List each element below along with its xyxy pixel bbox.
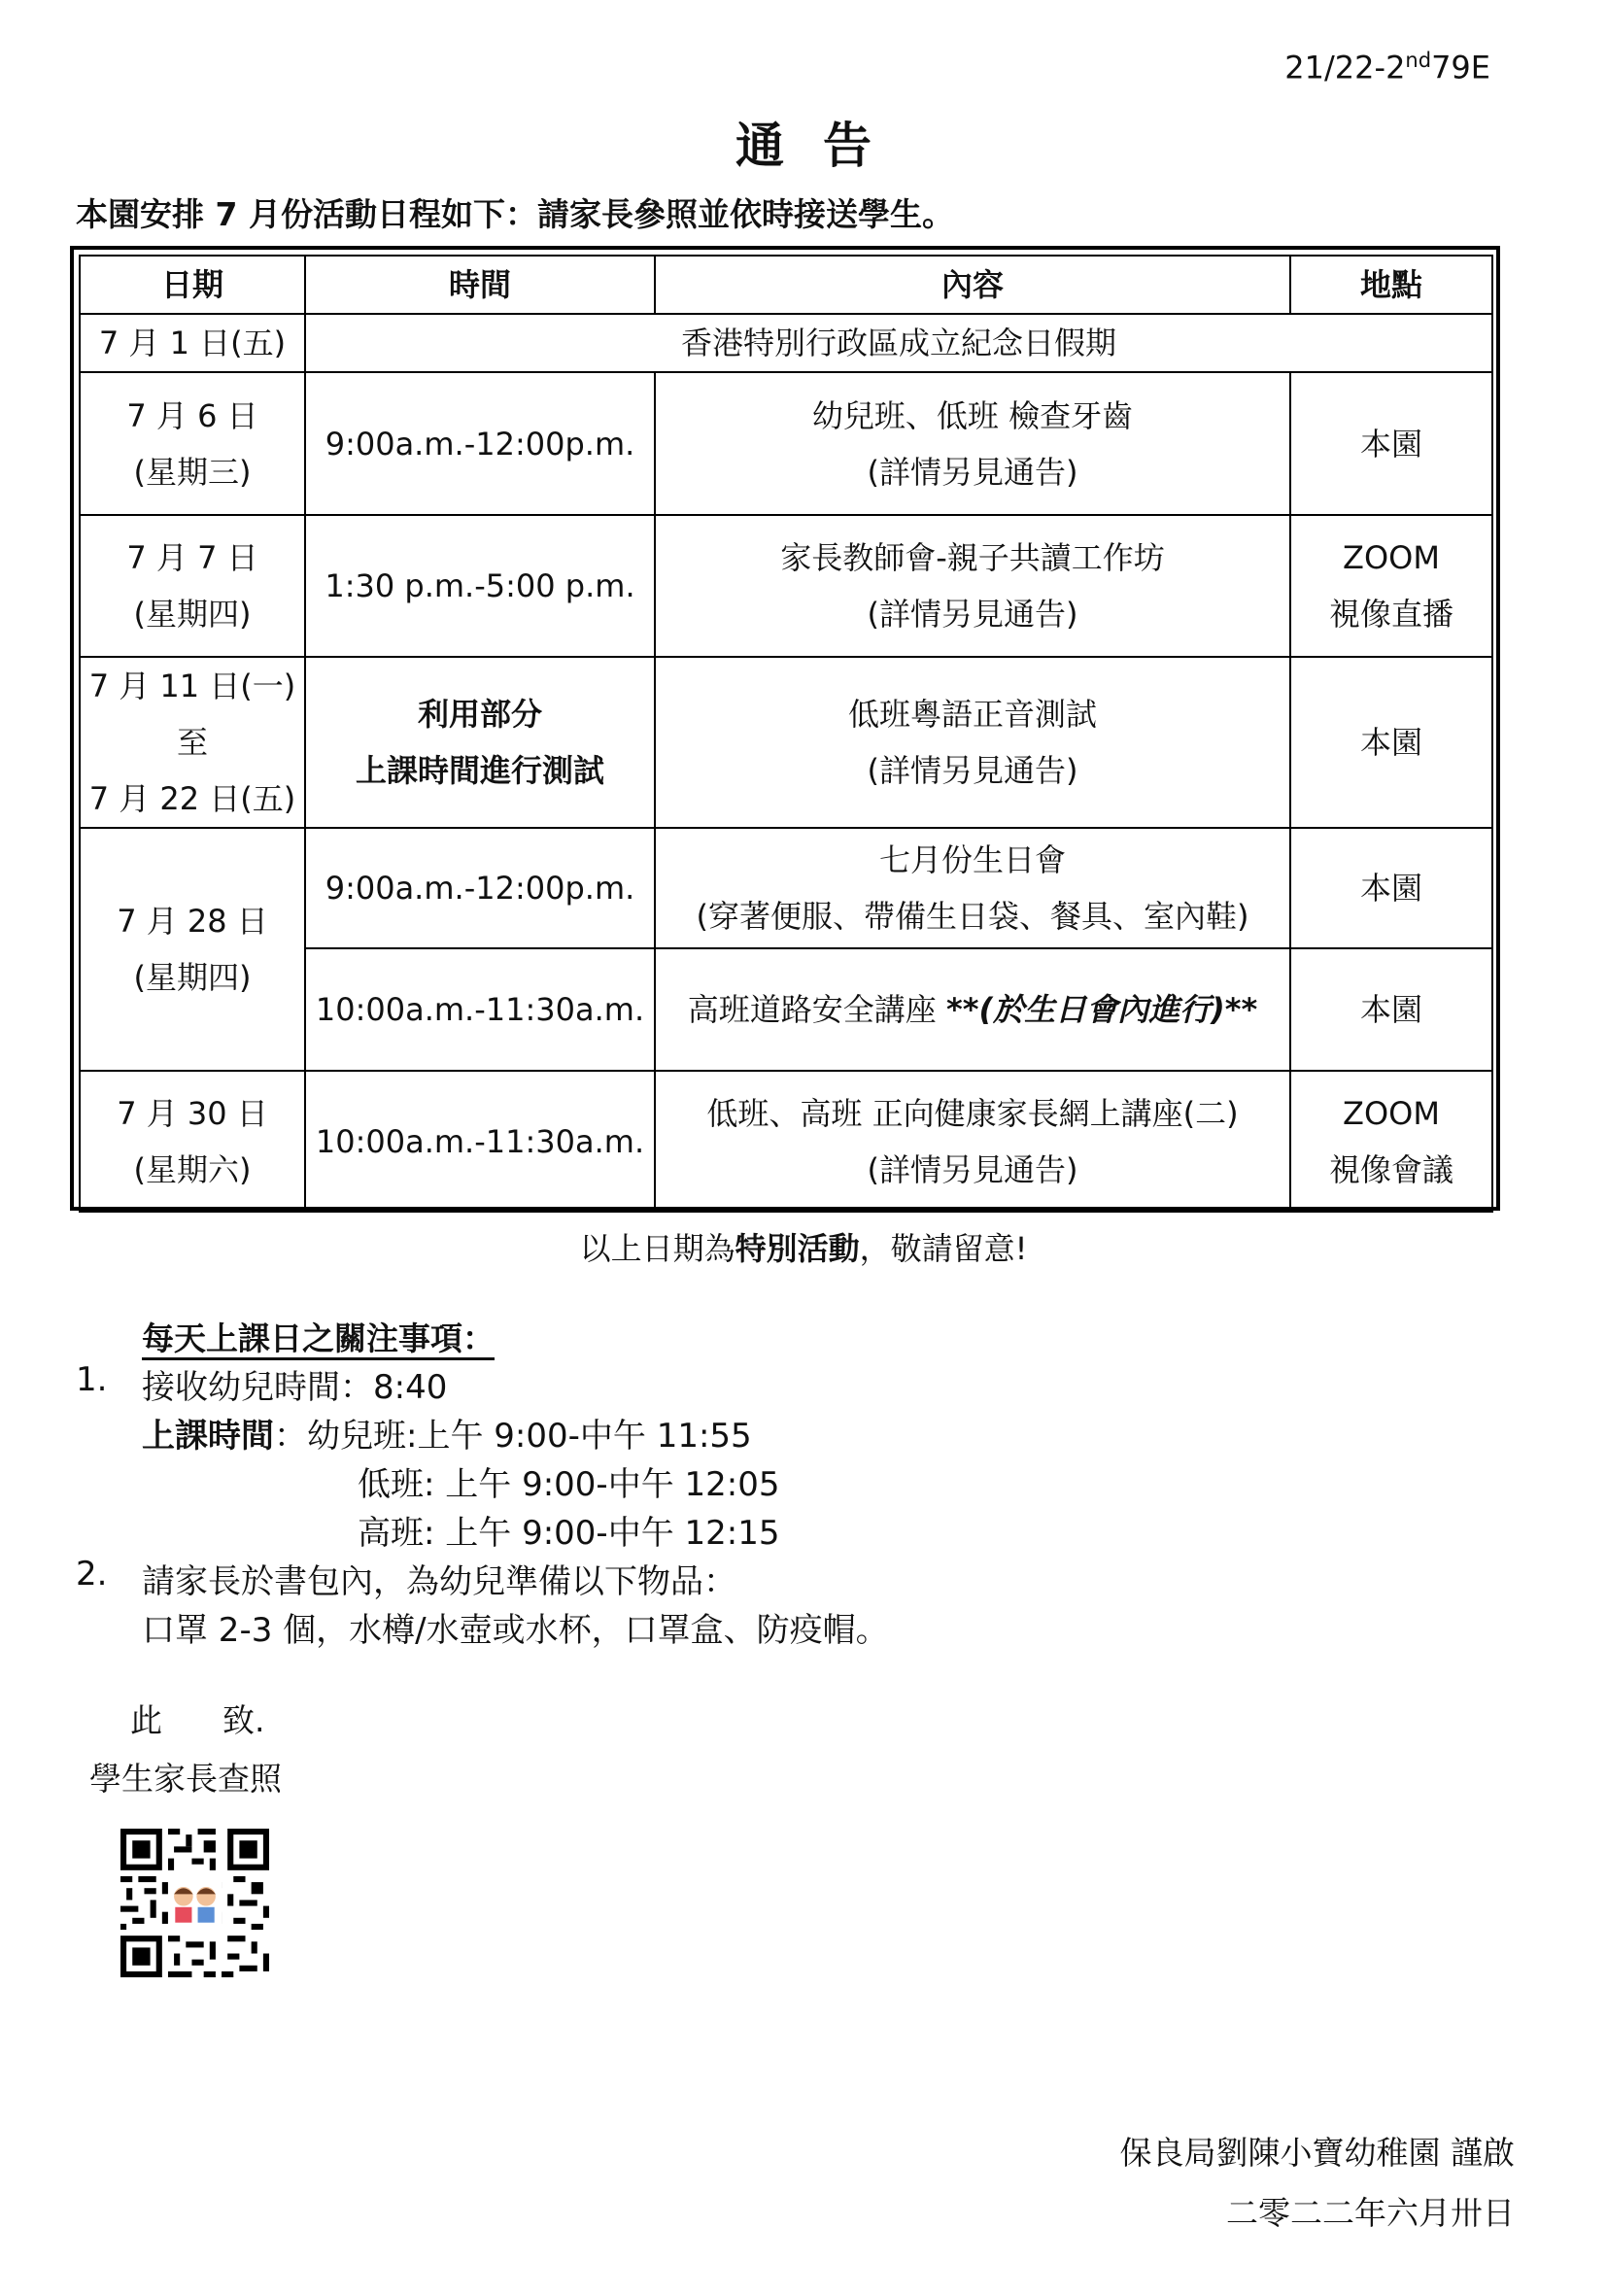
cell-date: 7 月 1 日(五) — [80, 314, 305, 372]
content-line: 幼兒班、低班 檢查牙齒 — [811, 396, 1134, 434]
date-line: 7 月 22 日(五) — [88, 780, 296, 817]
time-line: 上課時間進行測試 — [355, 752, 604, 789]
school-signature: 保良局劉陳小寶幼稚園 謹啟 — [1119, 2134, 1515, 2172]
cell-date — [80, 515, 305, 657]
weekday-line: (星期六) — [133, 1150, 252, 1188]
table-row — [80, 1071, 1492, 1212]
weekday-line: (星期三) — [133, 453, 252, 491]
table-header-row — [80, 256, 1492, 314]
table-row — [80, 372, 1492, 515]
table-row — [80, 314, 1492, 372]
notice-intro: 本園安排 7 月份活動日程如下：請家長參照並依時接送學生。 — [76, 195, 954, 233]
notice-title: 通告 — [735, 118, 910, 174]
weekday-line: (星期四) — [133, 959, 252, 996]
date-line: 7 月 11 日(一) — [88, 668, 296, 704]
sign-off-ci: 此 — [130, 1701, 162, 1739]
recipient: 學生家長查照 — [89, 1760, 282, 1798]
class-time-k3: 高班: 上午 9:00-中午 12:15 — [358, 1514, 780, 1553]
sign-off-zhi: 致. — [222, 1701, 265, 1739]
header-date: 日期 — [80, 256, 305, 314]
note-arrival-time: 接收幼兒時間：8:40 — [142, 1368, 448, 1407]
location-line: ZOOM — [1343, 539, 1440, 576]
cell-location — [1290, 1071, 1492, 1212]
cell-content: 香港特別行政區成立紀念日假期 — [305, 314, 1492, 372]
cell-time: 10:00a.m.-11:30a.m. — [305, 1071, 655, 1212]
reference-tail: 79E — [1431, 49, 1490, 86]
content-emphasis: **(於生日會內進行)** — [945, 991, 1258, 1028]
cell-location: 本園 — [1290, 948, 1492, 1071]
cell-time — [305, 657, 655, 828]
cell-location: 本園 — [1290, 657, 1492, 828]
weekday-line: (星期四) — [133, 596, 252, 633]
sign-off — [130, 1696, 265, 1741]
notice-reference — [1284, 49, 1490, 86]
time-line: 利用部分 — [417, 696, 542, 733]
remark-emphasis: 特別活動 — [735, 1230, 860, 1267]
date-range-separator: 至 — [176, 724, 208, 761]
cell-content — [655, 515, 1290, 657]
cell-date — [80, 657, 305, 828]
cell-date — [80, 1071, 305, 1212]
date-line: 7 月 7 日 — [126, 539, 258, 576]
daily-notes-heading: 每天上課日之關注事項： — [142, 1319, 495, 1357]
cell-time: 10:00a.m.-11:30a.m. — [305, 948, 655, 1071]
content-note: (詳情另見通告) — [867, 752, 1078, 789]
note-bag-items: 請家長於書包內，為幼兒準備以下物品： — [142, 1562, 736, 1601]
cell-time: 1:30 p.m.-5:00 p.m. — [305, 515, 655, 657]
qr-code-icon — [120, 1829, 269, 1977]
cell-content — [655, 657, 1290, 828]
cell-content — [655, 828, 1290, 948]
content-note: (詳情另見通告) — [867, 1150, 1078, 1188]
cell-location: 本園 — [1290, 828, 1492, 948]
date-line: 7 月 30 日 — [117, 1094, 268, 1132]
schedule-table — [79, 255, 1493, 1213]
class-time-label: 上課時間 — [142, 1417, 274, 1456]
content-note: (詳情另見通告) — [867, 453, 1078, 491]
note-number: 1. — [76, 1360, 108, 1399]
note-items-list: 口罩 2-3 個，水樽/水壺或水杯，口罩盒、防疫帽。 — [142, 1611, 889, 1650]
header-time: 時間 — [305, 256, 655, 314]
schedule-table-frame — [70, 246, 1500, 1211]
cell-time: 9:00a.m.-12:00p.m. — [305, 828, 655, 948]
special-activity-remark — [0, 1224, 1607, 1269]
note-number: 2. — [76, 1555, 108, 1593]
content-line: 高班道路安全講座 — [687, 991, 946, 1028]
cell-date — [80, 372, 305, 515]
location-line: ZOOM — [1343, 1094, 1440, 1132]
cell-content — [655, 948, 1290, 1071]
remark-prefix: 以上日期為 — [579, 1230, 735, 1267]
remark-suffix: ，敬請留意! — [859, 1230, 1028, 1267]
reference-superscript: nd — [1405, 49, 1432, 72]
date-line: 7 月 28 日 — [117, 903, 268, 940]
cell-location — [1290, 515, 1492, 657]
table-row — [80, 828, 1492, 948]
content-note: (詳情另見通告) — [867, 596, 1078, 633]
cell-time: 9:00a.m.-12:00p.m. — [305, 372, 655, 515]
table-row — [80, 657, 1492, 828]
class-time-k2: 低班: 上午 9:00-中午 12:05 — [358, 1465, 780, 1504]
header-location: 地點 — [1290, 256, 1492, 314]
reference-main: 21/22-2 — [1284, 49, 1406, 86]
class-time-k1 — [142, 1409, 752, 1456]
cell-content — [655, 372, 1290, 515]
cell-date — [80, 828, 305, 1071]
table-row — [80, 515, 1492, 657]
cell-content — [655, 1071, 1290, 1212]
content-line: 家長教師會-親子共讀工作坊 — [780, 539, 1165, 576]
date-line: 7 月 6 日 — [126, 396, 258, 434]
location-note: 視像直播 — [1328, 596, 1453, 633]
location-note: 視像會議 — [1328, 1150, 1453, 1188]
content-line: 七月份生日會 — [878, 841, 1066, 878]
content-line: 低班、高班 正向健康家長網上講座(二) — [706, 1094, 1239, 1132]
class-time-value: ：幼兒班:上午 9:00-中午 11:55 — [274, 1417, 752, 1456]
cell-location: 本園 — [1290, 372, 1492, 515]
content-line: 低班粵語正音測試 — [847, 696, 1097, 733]
content-note: (穿著便服、帶備生日袋、餐具、室內鞋) — [696, 898, 1249, 935]
notice-date: 二零二二年六月卅日 — [1226, 2194, 1515, 2232]
header-content: 內容 — [655, 256, 1290, 314]
